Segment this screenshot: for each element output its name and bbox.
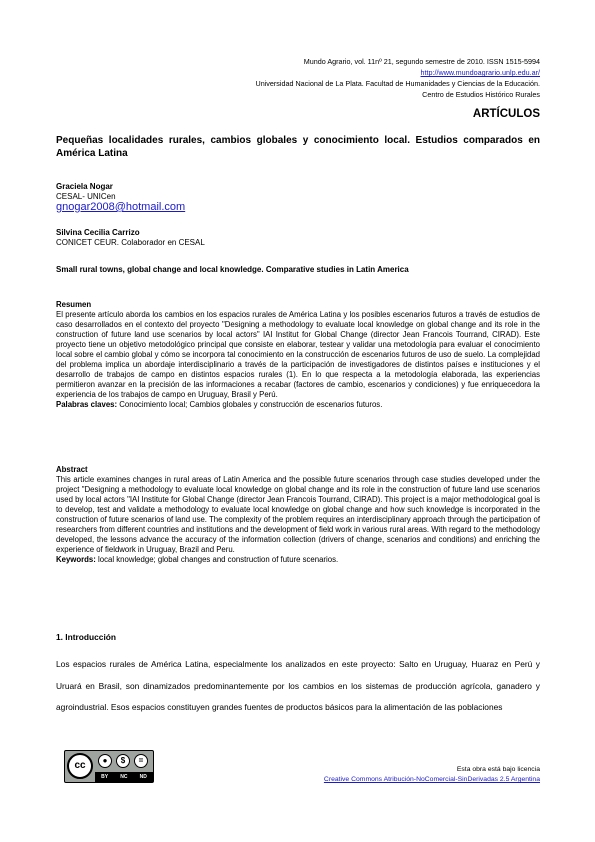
cc-label: ND	[139, 774, 147, 780]
author-block-2	[56, 228, 205, 248]
abstract-section	[56, 465, 540, 565]
resumen-section	[56, 300, 540, 410]
keywords-text: local knowledge; global changes and construction of future scenarios.	[98, 555, 339, 564]
keywords-label: Keywords:	[56, 555, 96, 564]
license-link[interactable]: Creative Commons Atribución-NoComercial-SinDerivadas 2.5 Argentina	[323, 776, 540, 783]
cc-license-badge[interactable]	[64, 750, 154, 783]
journal-citation: Mundo Agrario, vol. 11nº 21, segundo semestre de 2010. ISSN 1515-5994	[303, 57, 540, 66]
license-note	[324, 765, 540, 785]
english-title: Small rural towns, global change and local knowledge. Comparative studies in Latin America	[56, 265, 409, 274]
institution-line: Universidad Nacional de La Plata. Facultad de Humanidades y Ciencias de la Educación.	[255, 79, 540, 88]
author-name: Silvina Cecilia Carrizo	[56, 228, 140, 237]
cc-label: NC	[120, 774, 128, 780]
keywords-label: Palabras claves:	[56, 400, 118, 409]
article-title: Pequeñas localidades rurales, cambios globales y conocimiento local. Estudios comparados en América Latina	[56, 135, 540, 159]
cc-label: BY	[101, 774, 109, 780]
license-text: Esta obra está bajo licencia	[456, 766, 540, 773]
journal-url-link[interactable]: http://www.mundoagrario.unlp.edu.ar/	[420, 68, 540, 77]
author-affiliation: CESAL- UNICen	[56, 192, 116, 201]
resumen-keywords	[56, 400, 540, 410]
abstract-heading: Abstract	[56, 465, 88, 474]
author-email-link[interactable]: gnogar2008@hotmail.com	[56, 201, 186, 213]
keywords-text: Conocimiento local; Cambios globales y construcción de escenarios futuros.	[119, 400, 383, 409]
intro-paragraph: Los espacios rurales de América Latina, especialmente los analizados en este proyecto: Salto en Uruguay, Huaraz en Perú y Uruará en Brasil, son dinamizados predominantemente por los cambios en los sistemas de producción agrícola, ganadero y agroindustrial. Esos espacios constituyen grandes fuentes de productos básicos para la alimentación de las poblaciones	[56, 659, 540, 713]
nc-icon: $	[116, 754, 130, 768]
section-heading: 1. Introducción	[56, 632, 117, 642]
cc-label-strip	[95, 772, 153, 782]
cc-icon: cc	[67, 753, 93, 779]
abstract-keywords	[56, 555, 540, 565]
by-icon: ●	[98, 754, 112, 768]
journal-header	[120, 56, 540, 100]
nd-icon: =	[134, 754, 148, 768]
author-block-1	[56, 182, 185, 212]
resumen-heading: Resumen	[56, 300, 92, 309]
resumen-text: El presente artículo aborda los cambios en los espacios rurales de América Latina y los posibles escenarios futuros a través de estudios de caso desarrollados en el contexto del proyecto "Designing a methodology to evaluate local knowledge on global change and its role in the construction of future land use scenarios by local actors" IAI Institut for Global Change (director Jean Francois Tourrand, CIRAD). Este proyecto tiene un objetivo metodológico principal que consiste en elaborar, testear y validar una metodología para evaluar el conocimiento local sobre el cambio global y cómo se incorpora tal conocimiento en la construcción de escenarios futuros de uso de suelo. La complejidad del problema implica un abordaje interdisciplinario a través de la participación de investigadores de distintos países e instituciones y el desarrollo de trabajos de campo en distintos espacios rurales (1). En lo que respecta a la metodología elaborada, las experiencias permitieron avanzar en la precisión de las informaciones a recabar (factores de cambio, escenarios y condiciones) y fue enriquecedora la experiencia de los trabajos de campo en Uruguay, Brasil y Perú.	[56, 310, 540, 399]
author-affiliation: CONICET CEUR. Colaborador en CESAL	[56, 238, 205, 247]
abstract-text: This article examines changes in rural areas of Latin America and the possible future scenarios through case studies developed under the project "Designing a methodology to evaluate local knowledge on global change and its role in the construction of future land use scenarios used by local actors "IAI Institute for Global Change (director Jean Francois Tourrand, CIRAD). This project is a major methodological goal is to develop, test and validate a methodology to evaluate local knowledge on global change and how such knowledge is incorporated in the construction of future scenarios of land use. The complexity of the problem requires an interdisciplinary approach through the participation of researchers from different countries and institutions and the development of field work in various rural areas. With regard to the methodology developed, the lessons advance the accuracy of the information collection (drivers of change, scenarios and conditions) and enriching the experience of fieldwork in Uruguay, Brazil and Peru.	[56, 475, 540, 554]
section-tag: ARTÍCULOS	[472, 108, 540, 120]
author-name: Graciela Nogar	[56, 182, 113, 191]
center-line: Centro de Estudios Histórico Rurales	[422, 90, 540, 99]
